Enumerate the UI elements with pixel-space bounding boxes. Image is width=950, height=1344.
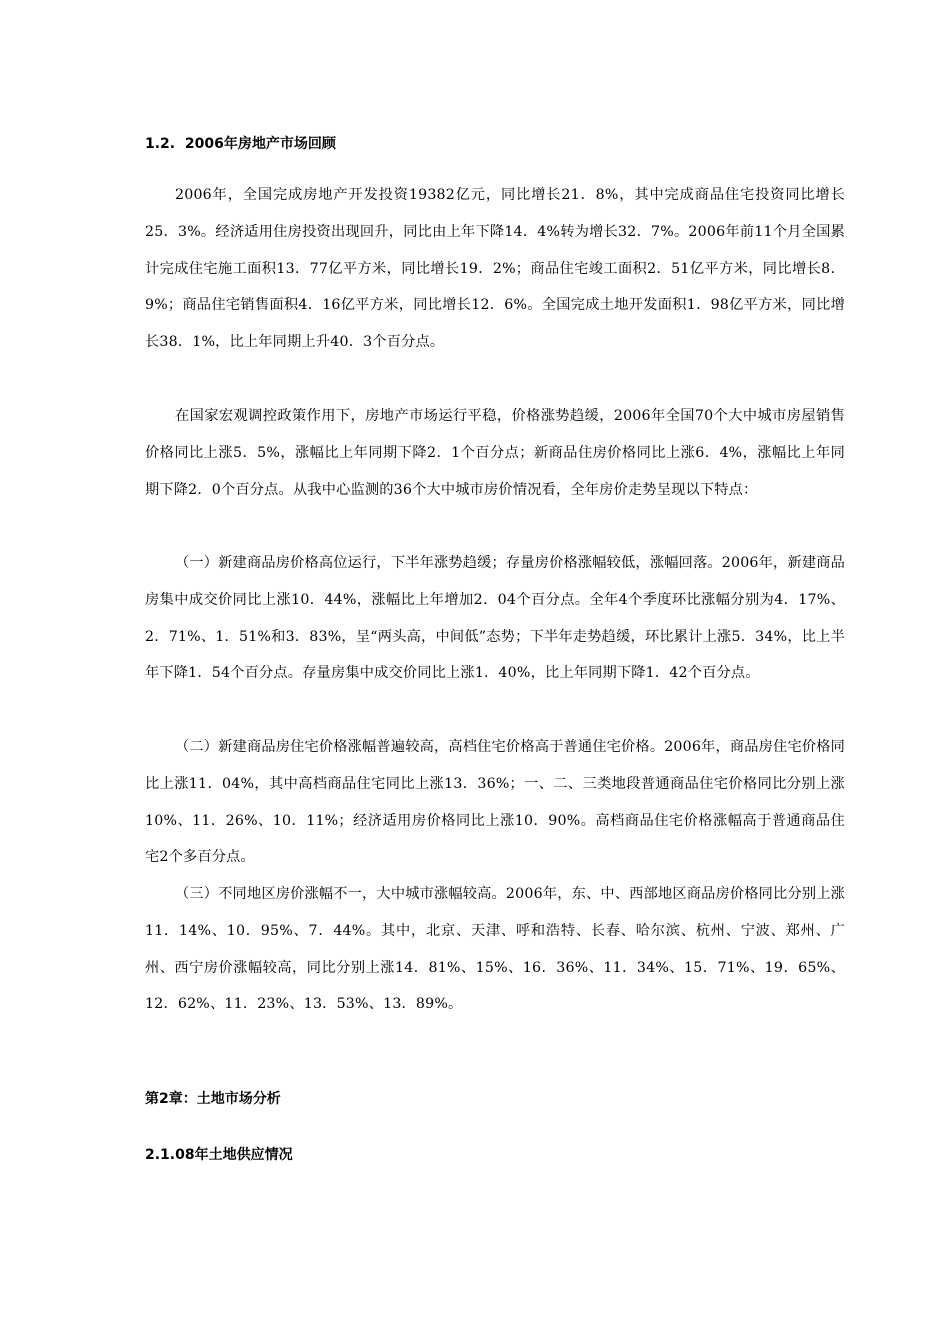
- section-heading-2-1: 2.1.08年土地供应情况: [145, 1147, 293, 1163]
- paragraph-point-1: （一）新建商品房价格高位运行，下半年涨势趋缓；存量房价格涨幅较低，涨幅回落。2006年，新建商品房集中成交价同比上涨10．44%，涨幅比上年增加2．04个百分点。全年4个季度环比涨幅分别为4．17%、2．71%、1．51%和3．83%，呈“两头高，中间低”态势；下半年走势趋缓，环比累计上涨5．34%，比上半年下降1．54个百分点。存量房集中成交价同比上涨1．40%，比上年同期下降1．42个百分点。: [145, 555, 845, 682]
- paragraph-price-trend: 在国家宏观调控政策作用下，房地产市场运行平稳，价格涨势趋缓，2006年全国70个大中城市房屋销售价格同比上涨5．5%，涨幅比上年同期下降2．1个百分点；新商品住房价格同比上涨6．4%，涨幅比上年同期下降2．0个百分点。从我中心监测的36个大中城市房价情况看，全年房价走势呈现以下特点：: [145, 408, 845, 498]
- paragraph-investment: 2006年，全国完成房地产开发投资19382亿元，同比增长21．8%，其中完成商品住宅投资同比增长25．3%。经济适用住房投资出现回升，同比由上年下降14．4%转为增长32．7%。2006年前11个月全国累计完成住宅施工面积13．77亿平方米，同比增长19．2%；商品住宅竣工面积2．51亿平方米，同比增长8．9%；商品住宅销售面积4．16亿平方米，同比增长12．6%。全国完成土地开发面积1．98亿平方米，同比增长38．1%，比上年同期上升40．3个百分点。: [145, 187, 845, 351]
- section-heading-1-2: 1.2. 2006年房地产市场回顾: [145, 136, 336, 152]
- paragraph-point-3: （三）不同地区房价涨幅不一，大中城市涨幅较高。2006年，东、中、西部地区商品房价格同比分别上涨11．14%、10．95%、7．44%。其中，北京、天津、呼和浩特、长春、哈尔滨、杭州、宁波、郑州、广州、西宁房价涨幅较高，同比分别上涨14．81%、15%、16．36%、11．34%、15．71%、19．65%、12．62%、11．23%、13．53%、13．89%。: [145, 886, 845, 1013]
- paragraph-point-2: （二）新建商品房住宅价格涨幅普遍较高，高档住宅价格高于普通住宅价格。2006年，商品房住宅价格同比上涨11．04%，其中高档商品住宅同比上涨13．36%；一、二、三类地段普通商品住宅价格同比分别上涨10%、11．26%、10．11%；经济适用房价格同比上涨10．90%。高档商品住宅价格涨幅高于普通商品住宅2个多百分点。: [145, 739, 845, 866]
- chapter-heading-2: 第2章：土地市场分析: [145, 1091, 281, 1107]
